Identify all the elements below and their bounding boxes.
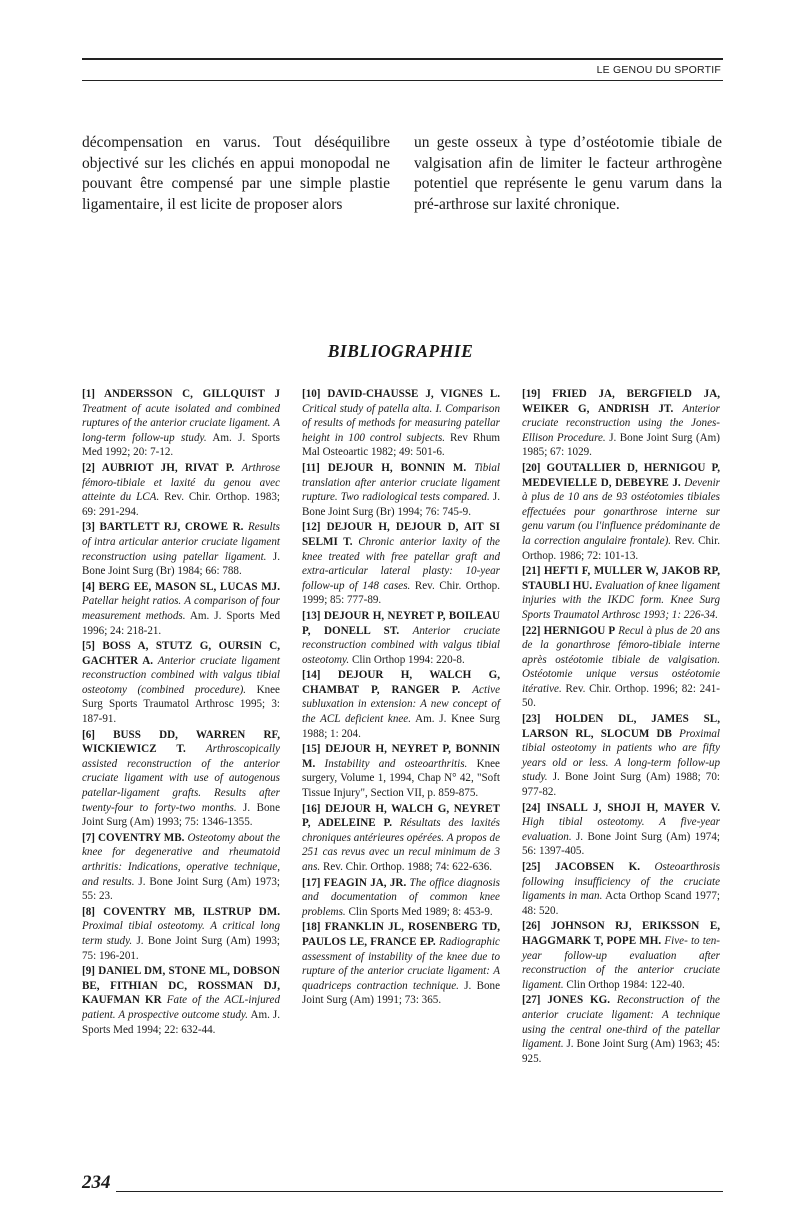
reference-authors: [13] DEJOUR H, NEYRET P, BOILEAU P, DONELL ST. (302, 609, 500, 637)
reference-source: J. Bone Joint Surg (Am) 1974; 56: 1397-405. (522, 830, 720, 858)
reference-entry (82, 639, 280, 727)
intro-text-right: un geste osseux à type d’ostéotomie tibiale de valgisation afin de limiter le facteur arthrogène potentiel que représente le genu varum dans la pré-arthrose sur laxité chronique. (414, 134, 722, 213)
reference-authors: [17] FEAGIN JA, JR. (302, 876, 407, 889)
reference-entry (302, 920, 500, 1008)
reference-authors: [11] DEJOUR H, BONNIN M. (302, 461, 467, 474)
bibliography-column-2 (302, 387, 500, 1009)
reference-source: Clin Sports Med 1989; 8: 453-9. (348, 905, 493, 918)
reference-authors: [23] HOLDEN DL, JAMES SL, LARSON RL, SLOCUM DB (522, 713, 720, 740)
reference-authors: [21] HEFTI F, MULLER W, JAKOB RP, STAUBLI HU. (522, 565, 720, 592)
reference-source: Rev. Chir. Orthop. 1983; 69: 291-294. (82, 491, 280, 518)
intro-text-left: décompensation en varus. Tout déséquilibre objectivé sur les clichés en appui monopodal ne pouvant être compensé par une simple plastie ligamentaire, il est licite de proposer alors (82, 134, 390, 213)
bibliography-title: BIBLIOGRAPHIE (327, 341, 474, 361)
reference-source: J. Bone Joint Surg (Am) 1985; 67: 1029. (522, 431, 720, 459)
reference-source: Am. J. Sports Med 1992; 20: 7-12. (82, 431, 280, 459)
reference-entry (82, 520, 280, 578)
reference-title: Radiographic assessment of instability of the knee due to rupture of the anterior cruciate ligament: A quadriceps contraction technique. (302, 935, 500, 992)
top-rule (82, 58, 723, 60)
reference-authors: [22] HERNIGOU P (522, 624, 616, 637)
reference-source: Rev. Chir. Orthop. 1986; 72: 101-13. (522, 534, 720, 562)
reference-entry (522, 712, 720, 800)
reference-entry (302, 609, 500, 667)
reference-source: J. Bone Joint Surg (Am) 1993; 75: 1346-1355. (82, 801, 280, 829)
reference-source: Acta Orthop Scand 1977; 48: 520. (522, 890, 721, 917)
reference-authors: [5] BOSS A, STUTZ G, OURSIN C, GACHTER A. (82, 640, 280, 667)
reference-authors: [25] JACOBSEN K. (522, 861, 640, 873)
reference-entry (302, 802, 500, 875)
reference-source: Am. J. Knee Surg 1988; 1: 204. (302, 713, 500, 740)
reference-entry (522, 564, 720, 622)
reference-title: Anterior cruciate reconstruction using the Jones-Ellison Procedure. (522, 402, 720, 444)
reference-source: Rev. Chir. Orthop. 1999; 85: 777-89. (302, 579, 500, 607)
reference-source: Am. J. Sports Med 1994; 22: 632-44. (82, 1008, 280, 1036)
reference-authors: [7] COVENTRY MB. (82, 831, 185, 844)
reference-entry (302, 668, 500, 741)
reference-source: Rev. Chir. Orthop. 1988; 74: 622-636. (322, 861, 493, 873)
reference-title: Active subluxation in extension: A new concept of the ACL deficient knee. (302, 683, 500, 726)
reference-entry (82, 580, 280, 638)
reference-authors: [27] JONES KG. (522, 994, 611, 1007)
header-rule (82, 80, 723, 81)
reference-title: Five- to ten-year follow-up evaluation after reconstruction of the anterior cruciate ligament. (522, 934, 720, 991)
reference-entry (522, 624, 720, 712)
reference-title: Arthroscopically assisted reconstruction of the anterior cruciate ligament with use of autogenous patellar-ligament grafts. Results after twenty-four to forty-two months. (82, 743, 280, 814)
reference-authors: [6] BUSS DD, WARREN RF, WICKIEWICZ T. (82, 728, 280, 756)
reference-title: Results of intra articular anterior cruciate ligament reconstruction using patellar ligament. (82, 521, 280, 563)
reference-source: J. Bone Joint Surg (Am) 1993; 75: 196-201. (82, 934, 281, 962)
reference-entry (522, 461, 720, 563)
reference-entry (82, 964, 280, 1037)
reference-source: Clin Orthop 1984: 122-40. (566, 978, 685, 991)
reference-source: Rev. Chir. Orthop. 1996; 82: 241-50. (522, 682, 720, 710)
reference-title: Critical study of patella alta. I. Comparison of results of methods for measuring patellar height in 100 control subjects. (302, 402, 500, 444)
reference-entry (82, 387, 280, 460)
reference-entry (522, 993, 720, 1066)
reference-authors: [9] DANIEL DM, STONE ML, DOBSON BE, FITHIAN DC, ROSSMAN DJ, KAUFMAN KR (82, 965, 280, 1007)
reference-title: High tibial osteotomy. A five-year evaluation. (522, 816, 720, 843)
reference-source: Knee surgery, Volume 1, 1994, Chap N° 42, "Soft Tissue Injury", Section VII, p. 859-875. (302, 757, 500, 800)
reference-title: Evaluation of knee ligament injuries with the IKDC form. Knee Surg Sports Traumatol Arthrosc 1993; 1: 226-34. (522, 579, 721, 621)
reference-authors: [4] BERG EE, MASON SL, LUCAS MJ. (82, 580, 280, 593)
reference-authors: [10] DAVID-CHAUSSE J, VIGNES L. (302, 388, 500, 400)
reference-authors: [24] INSALL J, SHOJI H, MAYER V. (522, 801, 720, 814)
reference-title: Devenir à plus de 10 ans de 93 ostéotomies tibiales effectuées pour gonarthrose interne sur genu varum (ou l'influence prédominante de la correction angulaire frontale). (522, 476, 720, 547)
bibliography-column-1 (82, 387, 280, 1038)
reference-title: Chronic anterior laxity of the knee treated with free patellar graft and extra-articular lateral plasty: 10-year follow-up of 148 cases. (302, 535, 500, 592)
page-number: 234 (82, 1172, 111, 1193)
reference-title: Arthrose fémoro-tibiale et laxité du genou avec atteinte du LCA. (82, 461, 280, 504)
reference-entry (522, 860, 720, 918)
reference-source: Am. J. Sports Med 1996; 24: 218-21. (82, 609, 280, 637)
reference-entry (302, 520, 500, 608)
reference-title: Proximal tibial osteotomy in patients who are fifty years old or less. A long-term follow-up study. (522, 727, 721, 784)
reference-title: Reconstruction of the anterior cruciate ligament: A technique using the central one-third of the patellar ligament. (522, 994, 720, 1051)
reference-source: Rev Rhum Mal Osteoartic 1982; 49: 501-6. (302, 431, 500, 459)
bibliography-column-3 (522, 387, 720, 1067)
reference-title: The office diagnosis and documentation of common knee problems. (302, 876, 500, 918)
reference-authors: [1] ANDERSSON C, GILLQUIST J (82, 388, 280, 400)
reference-authors: [26] JOHNSON RJ, ERIKSSON E, HAGGMARK T, POPE MH. (522, 920, 720, 947)
reference-title: Patellar height ratios. A comparison of four measurement methods. (82, 595, 280, 622)
reference-title: Proximal tibial osteotomy. A critical long term study. (82, 920, 280, 947)
reference-title: Anterior cruciate reconstruction combined with valgus tibial osteotomy. (302, 624, 500, 666)
reference-authors: [14] DEJOUR H, WALCH G, CHAMBAT P, RANGER P. (302, 669, 500, 696)
reference-source: J. Bone Joint Surg (Am) 1963; 45: 925. (522, 1038, 720, 1065)
reference-title: Osteotomy about the knee for degenerative and rheumatoid arthritis: Indications, operative technique, and results. (82, 831, 280, 888)
footer-rule (116, 1191, 723, 1192)
reference-source: J. Bone Joint Surg (Am) 1991; 73: 365. (302, 979, 501, 1007)
reference-authors: [18] FRANKLIN JL, ROSENBERG TD, PAULOS LE, FRANCE EP. (302, 921, 500, 948)
reference-authors: [20] GOUTALLIER D, HERNIGOU P, MEDEVIELLE D, DEBEYRE J. (522, 461, 720, 489)
reference-source: Clin Orthop 1994: 220-8. (351, 653, 465, 666)
reference-entry (82, 728, 280, 830)
reference-entry (82, 461, 280, 519)
reference-title: Osteoarthrosis following insufficiency of the cruciate ligaments in man. (522, 861, 720, 903)
reference-title: Tibial translation after anterior cruciate ligament rupture. Two radiological tests compared. (302, 461, 500, 504)
reference-entry (522, 801, 720, 859)
reference-authors: [15] DEJOUR H, NEYRET P, BONNIN M. (302, 743, 500, 770)
reference-title: Anterior cruciate ligament reconstruction combined with valgus tibial osteotomy (combined procedure). (82, 654, 281, 696)
reference-title: Résultats des laxités chroniques antérieures opérées. A propos de 251 cas revus avec un recul minimum de 3 ans. (302, 817, 500, 873)
reference-source: J. Bone Joint Surg (Br) 1984; 66: 788. (82, 550, 280, 578)
reference-entry (82, 831, 280, 904)
reference-authors: [2] AUBRIOT JH, RIVAT P. (82, 461, 235, 474)
reference-title: Instability and osteoarthritis. (324, 757, 468, 770)
reference-entry (522, 387, 720, 460)
reference-authors: [19] FRIED JA, BERGFIELD JA, WEIKER G, ANDRISH JT. (522, 388, 720, 415)
reference-entry (302, 876, 500, 920)
reference-entry (82, 905, 280, 963)
reference-title: Recul à plus de 20 ans de la gonarthrose fémoro-tibiale interne après ostéotomie tibiale de valgisation. Ostéotomie unique versus ostéotomie itérative. (522, 624, 720, 695)
reference-title: Treatment of acute isolated and combined ruptures of the anterior cruciate ligament. A long-term follow-up study. (82, 402, 280, 444)
reference-authors: [16] DEJOUR H, WALCH G, NEYRET P, ADELEINE P. (302, 802, 500, 830)
reference-source: J. Bone Joint Surg (Am) 1973; 55: 23. (82, 875, 280, 903)
running-head: LE GENOU DU SPORTIF (596, 64, 721, 76)
reference-authors: [12] DEJOUR H, DEJOUR D, AIT SI SELMI T. (302, 521, 500, 548)
reference-entry (302, 387, 500, 460)
reference-entry (522, 919, 720, 992)
reference-entry (302, 461, 500, 519)
reference-authors: [8] COVENTRY MB, ILSTRUP DM. (82, 905, 280, 918)
reference-source: J. Bone Joint Surg (Am) 1988; 70: 977-82. (522, 771, 720, 799)
reference-source: Knee Surg Sports Traumatol Arthrosc 1995; 3: 187-91. (82, 683, 280, 726)
reference-title: Fate of the ACL-injured patient. A prospective outcome study. (82, 994, 280, 1021)
reference-entry (302, 742, 500, 800)
reference-source: J. Bone Joint Surg (Br) 1994; 76: 745-9. (302, 491, 500, 518)
reference-authors: [3] BARTLETT RJ, CROWE R. (82, 521, 244, 534)
